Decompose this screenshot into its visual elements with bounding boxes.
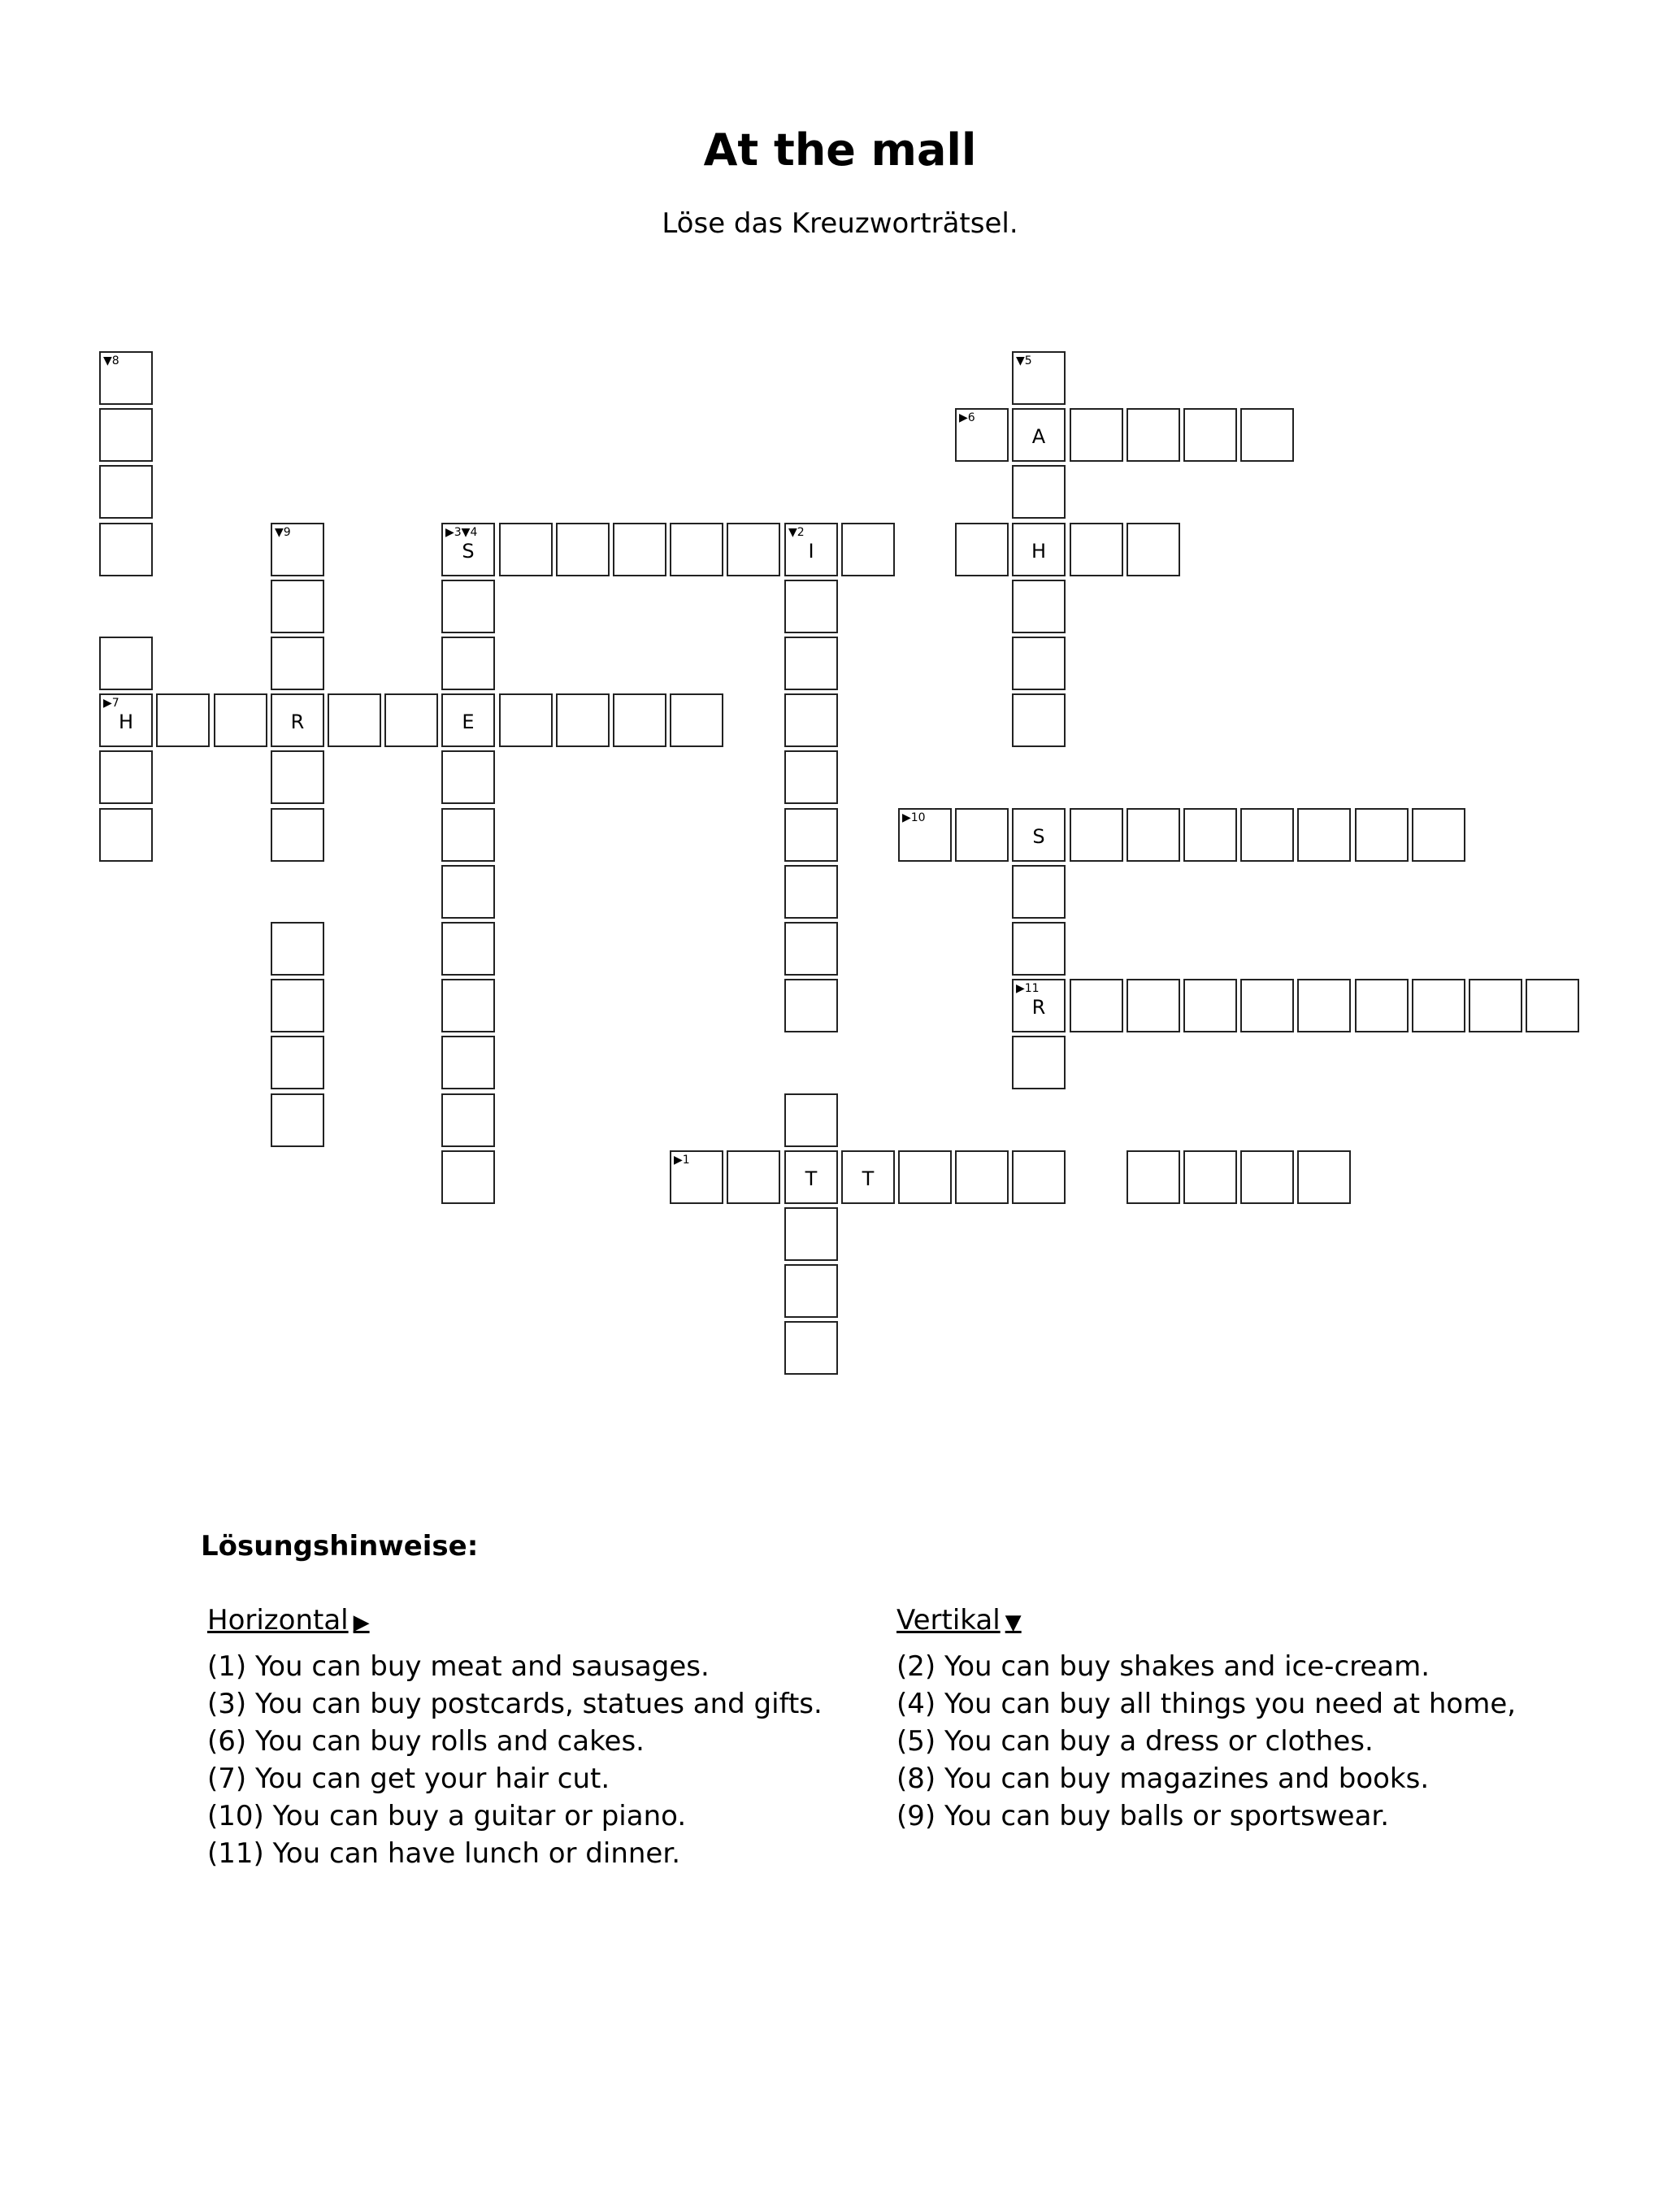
grid-cell[interactable] (1183, 1150, 1237, 1204)
grid-cell[interactable] (499, 693, 553, 747)
grid-cell[interactable] (784, 637, 838, 690)
grid-cell[interactable] (784, 979, 838, 1032)
grid-cell[interactable] (99, 465, 153, 519)
clue-number-label: ▶1 (674, 1154, 690, 1167)
grid-cell[interactable] (1412, 808, 1465, 862)
down-heading-label: Vertikal (896, 1604, 1001, 1636)
grid-cell[interactable] (1070, 523, 1123, 576)
clue-down-5: (5) You can buy a dress or clothes. (896, 1725, 1374, 1758)
clue-number-label: ▶7 (103, 697, 119, 710)
across-arrow-icon: ▶ (353, 1610, 370, 1635)
grid-cell[interactable] (1012, 1036, 1066, 1089)
grid-cell[interactable] (784, 523, 838, 576)
clue-down-2: (2) You can buy shakes and ice-cream. (896, 1650, 1430, 1683)
grid-cell[interactable] (271, 637, 324, 690)
grid-cell[interactable] (841, 1150, 895, 1204)
grid-cell[interactable] (955, 808, 1009, 862)
grid-cell[interactable] (1012, 922, 1066, 976)
grid-cell[interactable] (328, 693, 381, 747)
clue-number-label: ▼2 (788, 526, 805, 539)
grid-cell[interactable] (99, 523, 153, 576)
grid-cell[interactable] (1183, 979, 1237, 1032)
grid-cell[interactable] (441, 750, 495, 804)
grid-cell[interactable] (670, 523, 723, 576)
across-heading-label: Horizontal (207, 1604, 349, 1636)
grid-cell[interactable] (955, 1150, 1009, 1204)
grid-cell[interactable] (784, 865, 838, 919)
grid-cell[interactable] (1412, 979, 1465, 1032)
grid-cell[interactable] (784, 1150, 838, 1204)
grid-cell[interactable] (271, 1036, 324, 1089)
clue-across-6: (6) You can buy rolls and cakes. (207, 1725, 645, 1758)
clue-across-11: (11) You can have lunch or dinner. (207, 1837, 681, 1870)
grid-cell[interactable] (556, 523, 610, 576)
clue-number-label: ▶3▼4 (445, 526, 478, 539)
grid-cell[interactable] (955, 408, 1009, 462)
down-heading (896, 1602, 1516, 1638)
grid-cell[interactable] (613, 693, 666, 747)
cell-letter: E (462, 711, 475, 733)
grid-cell[interactable] (441, 693, 495, 747)
hints-heading: Lösungshinweise: (201, 1530, 479, 1563)
cell-letter: R (290, 711, 305, 733)
clue-number-label: ▶10 (902, 811, 926, 824)
clue-down-9: (9) You can buy balls or sportswear. (896, 1800, 1390, 1832)
grid-cell[interactable] (271, 922, 324, 976)
grid-cell[interactable] (670, 693, 723, 747)
clue-across-10: (10) You can buy a guitar or piano. (207, 1800, 687, 1832)
clue-across-7: (7) You can get your hair cut. (207, 1763, 610, 1795)
clue-number-label: ▼9 (275, 526, 291, 539)
grid-cell[interactable] (271, 979, 324, 1032)
cell-letter: S (462, 540, 475, 563)
grid-cell[interactable] (1127, 1150, 1180, 1204)
grid-cell[interactable] (271, 693, 324, 747)
grid-cell[interactable] (784, 1264, 838, 1318)
grid-cell[interactable] (613, 523, 666, 576)
grid-cell[interactable] (441, 979, 495, 1032)
grid-cell[interactable] (271, 750, 324, 804)
grid-cell[interactable] (1240, 1150, 1294, 1204)
clue-down-8: (8) You can buy magazines and books. (896, 1763, 1430, 1795)
grid-cell[interactable] (1012, 465, 1066, 519)
grid-cell[interactable] (441, 580, 495, 633)
grid-cell[interactable] (1012, 693, 1066, 747)
grid-cell[interactable] (784, 1093, 838, 1147)
grid-cell[interactable] (784, 1321, 838, 1375)
grid-cell[interactable] (784, 750, 838, 804)
clues-down (896, 1602, 1516, 1835)
grid-cell[interactable] (441, 865, 495, 919)
grid-cell[interactable] (1355, 808, 1409, 862)
grid-cell[interactable] (1070, 808, 1123, 862)
grid-cell[interactable] (1012, 523, 1066, 576)
grid-cell[interactable] (441, 922, 495, 976)
grid-cell[interactable] (1297, 1150, 1351, 1204)
grid-cell[interactable] (1012, 1150, 1066, 1204)
grid-cell[interactable] (841, 523, 895, 576)
grid-cell[interactable] (441, 637, 495, 690)
grid-cell[interactable] (727, 523, 780, 576)
cell-letter: S (1032, 825, 1045, 848)
grid-cell[interactable] (1183, 408, 1237, 462)
grid-cell[interactable] (1127, 979, 1180, 1032)
grid-cell[interactable] (898, 1150, 952, 1204)
clue-number-label: ▼8 (103, 354, 119, 367)
grid-cell[interactable] (99, 693, 153, 747)
cell-letter: A (1031, 425, 1046, 448)
grid-cell[interactable] (271, 808, 324, 862)
grid-cell[interactable] (99, 750, 153, 804)
clues-across (207, 1602, 823, 1872)
grid-cell[interactable] (441, 523, 495, 576)
grid-cell[interactable] (99, 637, 153, 690)
grid-cell[interactable] (441, 1150, 495, 1204)
cell-letter: H (118, 711, 134, 733)
grid-cell[interactable] (784, 922, 838, 976)
grid-cell[interactable] (1183, 808, 1237, 862)
grid-cell[interactable] (441, 1093, 495, 1147)
grid-cell[interactable] (1012, 979, 1066, 1032)
across-heading (207, 1602, 823, 1638)
grid-cell[interactable] (955, 523, 1009, 576)
grid-cell[interactable] (1469, 979, 1522, 1032)
grid-cell[interactable] (1526, 979, 1579, 1032)
grid-cell[interactable] (1127, 523, 1180, 576)
grid-cell[interactable] (1012, 637, 1066, 690)
page-title: At the mall (703, 124, 977, 176)
grid-cell[interactable] (898, 808, 952, 862)
grid-cell[interactable] (1240, 408, 1294, 462)
grid-cell[interactable] (1012, 865, 1066, 919)
grid-cell[interactable] (727, 1150, 780, 1204)
grid-cell[interactable] (1012, 351, 1066, 405)
grid-cell[interactable] (271, 1093, 324, 1147)
grid-cell[interactable] (1012, 808, 1066, 862)
grid-cell[interactable] (441, 808, 495, 862)
page-subtitle: Löse das Kreuzworträtsel. (662, 207, 1018, 240)
clue-across-3: (3) You can buy postcards, statues and gifts. (207, 1688, 823, 1720)
grid-cell[interactable] (784, 693, 838, 747)
down-arrow-icon: ▼ (1005, 1610, 1022, 1635)
grid-cell[interactable] (1127, 408, 1180, 462)
clue-number-label: ▶11 (1016, 982, 1040, 995)
grid-cell[interactable] (384, 693, 438, 747)
grid-cell[interactable] (1012, 408, 1066, 462)
cell-letter: I (808, 540, 814, 563)
grid-cell[interactable] (1070, 979, 1123, 1032)
grid-cell[interactable] (1297, 979, 1351, 1032)
grid-cell[interactable] (1297, 808, 1351, 862)
grid-cell[interactable] (99, 351, 153, 405)
grid-cell[interactable] (441, 1036, 495, 1089)
grid-cell[interactable] (99, 808, 153, 862)
grid-cell[interactable] (271, 580, 324, 633)
grid-cell[interactable] (271, 523, 324, 576)
grid-cell[interactable] (784, 808, 838, 862)
grid-cell[interactable] (499, 523, 553, 576)
grid-cell[interactable] (1355, 979, 1409, 1032)
grid-cell[interactable] (1012, 580, 1066, 633)
cell-letter: H (1031, 540, 1047, 563)
grid-cell[interactable] (1127, 808, 1180, 862)
grid-cell[interactable] (156, 693, 210, 747)
clue-number-label: ▶6 (959, 411, 975, 424)
grid-cell[interactable] (1070, 408, 1123, 462)
clue-number-label: ▼5 (1016, 354, 1032, 367)
grid-cell[interactable] (556, 693, 610, 747)
cell-letter: T (862, 1167, 875, 1190)
cell-letter: R (1031, 996, 1046, 1019)
grid-cell[interactable] (99, 408, 153, 462)
grid-cell[interactable] (214, 693, 267, 747)
clue-across-1: (1) You can buy meat and sausages. (207, 1650, 710, 1683)
grid-cell[interactable] (1240, 979, 1294, 1032)
grid-cell[interactable] (784, 580, 838, 633)
grid-cell[interactable] (670, 1150, 723, 1204)
cell-letter: T (805, 1167, 818, 1190)
grid-cell[interactable] (1240, 808, 1294, 862)
clue-down-4: (4) You can buy all things you need at home, (896, 1688, 1517, 1720)
grid-cell[interactable] (784, 1207, 838, 1261)
